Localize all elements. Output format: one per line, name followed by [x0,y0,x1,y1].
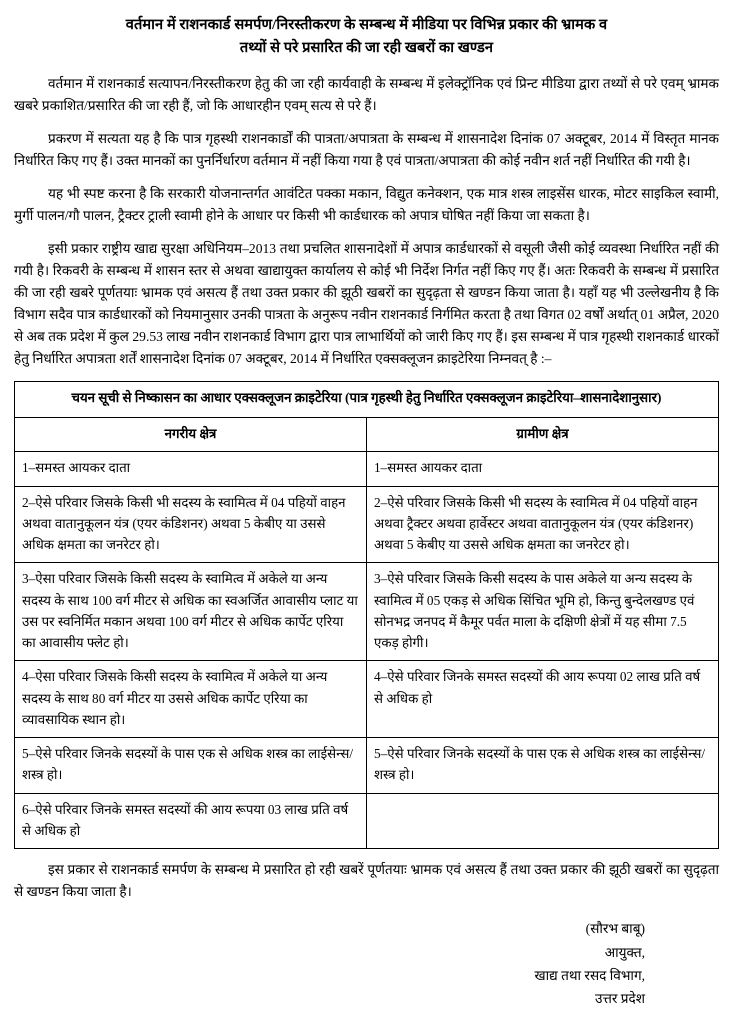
signature-name: (सौरभ बाबू) [585,921,645,937]
table-row [15,661,719,738]
paragraph-2: प्रकरण में सत्यता यह है कि पात्र गृहस्थी राशनकार्डों की पात्रता/अपात्रता के सम्बन्ध में शासनादेश दिनांक 07 अक्टूबर, 2014 में विस्तृत मानक निर्धारित किए गए हैं। उक्त मानकों का पुनर्निर्धारण वर्तमान में नहीं किया गया है एवं पात्रता/अपात्रता की कोई नवीन शर्त नहीं निर्धारित की गयी है। [14,131,719,169]
cell-urban-4: 4–ऐसा परिवार जिसके किसी सदस्य के स्वामित्व में अकेले या अन्य सदस्य के साथ 80 वर्ग मीटर या उससे अधिक कार्पेट एरिया का व्यावसायिक स्थान हो। [15,661,367,738]
paragraph-3: यह भी स्पष्ट करना है कि सरकारी योजनान्तर्गत आवंटित पक्का मकान, विद्युत कनेक्शन, एक मात्र शस्त्र लाइसेंस धारक, मोटर साइकिल स्वामी, मुर्गी पालन/गौ पालन, ट्रैक्टर ट्राली स्वामी होने के आधार पर किसी भी कार्डधारक को अपात्र घोषित नहीं किया जा सकता है। [14,186,719,224]
cell-rural-2: 2–ऐसे परिवार जिसके किसी भी सदस्य के स्वामित्व में 04 पहियों वाहन अथवा ट्रैक्टर अथवा हार्वेस्टर अथवा वातानुकूलन यंत्र (एयर कंडिशनर) अथवा 5 केबीए या उससे अधिक क्षमता का जनरेटर हो। [367,486,719,563]
page-title-line-2: तथ्यों से परे प्रसारित की जा रही खबरों का खण्डन [239,39,494,56]
signature-department: खाद्य तथा रसद विभाग, [534,968,645,984]
paragraph-4: इसी प्रकार राष्ट्रीय खाद्य सुरक्षा अधिनियम–2013 तथा प्रचलित शासनादेशों में अपात्र कार्डधारकों से वसूली जैसी कोई व्यवस्था निर्धारित नहीं की गयी है। रिकवरी के सम्बन्ध में शासन स्तर से अथवा खाद्यायुक्त कार्यालय से कोई भी निर्देश निर्गत नहीं किए गए हैं। अतः रिकवरी के सम्बन्ध में प्रसारित की जा रही खबरे पूर्णतयाः भ्रामक एवं असत्य हैं तथा उक्त प्रकार की झूठी खबरों का सुदृढ़ता से खण्डन किया जाता है। यहाँ यह भी उल्लेखनीय है कि विभाग सदैव पात्र कार्डधारकों को नियमानुसार उनकी पात्रता के अनुरूप नवीन राशनकार्ड निर्गमित करता है तथा विगत 02 वर्षों अर्थात् 01 अप्रैल, 2020 से अब तक प्रदेश में कुल 29.53 लाख नवीन राशनकार्ड विभाग द्वारा पात्र लाभार्थियों को जारी किए गए हैं। इस सम्बन्ध में पात्र गृहस्थी राशनकार्ड धारकों हेतु निर्धारित अपात्रता शर्तें शासनादेश दिनांक 07 अक्टूबर, 2014 में निर्धारित एक्सक्लूजन क्राइटेरिया निम्नवत् है :– [14,241,719,367]
table-row [15,793,719,849]
exclusion-criteria-table [14,381,719,849]
column-header-rural: ग्रामीण क्षेत्र [367,418,719,452]
cell-rural-5: 5–ऐसे परिवार जिनके सदस्यों के पास एक से अधिक शस्त्र का लाईसेन्स/शस्त्र हो। [367,738,719,794]
signature-designation: आयुक्त, [604,944,645,960]
signature-block [14,917,719,1011]
table-row [15,486,719,563]
table-column-header-row [15,418,719,452]
table-caption [15,382,719,418]
table-caption-line-2: क्राइटेरिया–शासनादेशानुसार) [526,390,662,406]
page-title [20,14,713,59]
paragraph-1: वर्तमान में राशनकार्ड सत्यापन/निरस्तीकरण हेतु की जा रही कार्यवाही के सम्बन्ध में इलेक्ट्रॉनिक एवं प्रिन्ट मीडिया द्वारा तथ्यों से परे एवम् भ्रामक खबरे प्रकाशित/प्रसारित की जा रही हैं, जो कि आधारहीन एवम् सत्य से परे हैं। [14,76,719,114]
table-row [15,563,719,661]
page-title-line-1: वर्तमान में राशनकार्ड समर्पण/निरस्तीकरण के सम्बन्ध में मीडिया पर विभिन्न प्रकार की भ्रामक व [125,17,608,33]
cell-urban-3: 3–ऐसा परिवार जिसके किसी सदस्य के स्वामित्व में अकेले या अन्य सदस्य के साथ 100 वर्ग मीटर से अधिक का स्वअर्जित आवासीय प्लाट या उस पर स्वनिर्मित मकान अथवा 100 वर्ग मीटर से अधिक कार्पेट एरिया का आवासीय फ्लेट हो। [15,563,367,661]
signature-state: उत्तर प्रदेश [595,991,645,1007]
cell-urban-5: 5–ऐसे परिवार जिनके सदस्यों के पास एक से अधिक शस्त्र का लाईसेन्स/शस्त्र हो। [15,738,367,794]
cell-urban-2: 2–ऐसे परिवार जिसके किसी भी सदस्य के स्वामित्व में 04 पहियों वाहन अथवा वातानुकूलन यंत्र (एयर कंडिशनर) अथवा 5 केबीए या उससे अधिक क्षमता का जनरेटर हो। [15,486,367,563]
cell-urban-6: 6–ऐसे परिवार जिनके समस्त सदस्यों की आय रूपया 03 लाख प्रति वर्ष से अधिक हो [15,793,367,849]
cell-rural-1: 1–समस्त आयकर दाता [367,452,719,486]
column-header-urban: नगरीय क्षेत्र [15,418,367,452]
closing-paragraph: इस प्रकार से राशनकार्ड समर्पण के सम्बन्ध मे प्रसारित हो रही खबरें पूर्णतयाः भ्रामक एवं असत्य हैं तथा उक्त प्रकार की झूठी खबरों का सुदृढ़ता से खण्डन किया जाता है। [14,862,719,900]
cell-urban-1: 1–समस्त आयकर दाता [15,452,367,486]
cell-rural-3: 3–ऐसे परिवार जिसके किसी सदस्य के पास अकेले या अन्य सदस्य के स्वामित्व में 05 एकड़ से अधिक सिंचित भूमि हो, किन्तु बुन्देलखण्ड एवं सोनभद्र जनपद में कैमूर पर्वत माला के दक्षिणी क्षेत्रों में यह सीमा 7.5 एकड़ होगी। [367,563,719,661]
table-caption-line-1: चयन सूची से निष्कासन का आधार एक्सक्लूजन क्राइटेरिया (पात्र गृहस्थी हेतु निर्धारित एक्सक्लूजन [71,390,524,406]
cell-rural-4: 4–ऐसे परिवार जिनके समस्त सदस्यों की आय रूपया 02 लाख प्रति वर्ष से अधिक हो [367,661,719,738]
table-row [15,738,719,794]
table-header-row [15,382,719,418]
table-row [15,452,719,486]
cell-rural-6 [367,793,719,849]
